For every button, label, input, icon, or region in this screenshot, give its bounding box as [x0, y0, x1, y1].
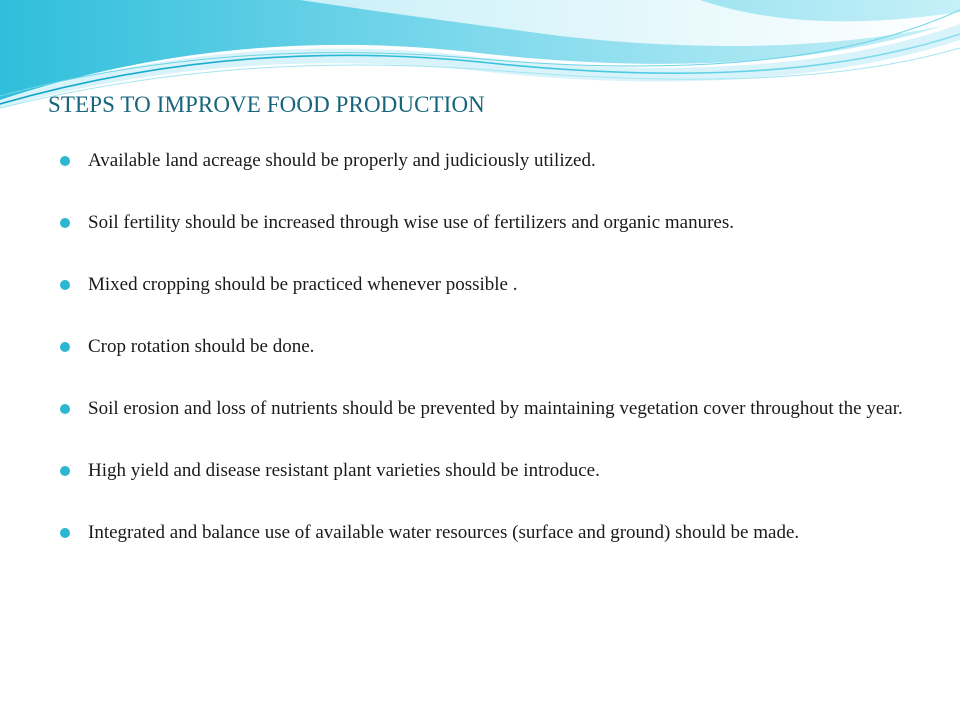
bullet-item [58, 210, 904, 236]
bullet-text: Crop rotation should be done. [88, 336, 315, 357]
bullet-text: High yield and disease resistant plant varieties should be introduce. [88, 460, 600, 481]
bullet-item [58, 272, 904, 298]
bullet-item [58, 148, 904, 174]
bullet-dot-icon [60, 280, 70, 290]
slide-title: STEPS TO IMPROVE FOOD PRODUCTION [48, 92, 485, 117]
bullet-item [58, 334, 904, 360]
bullet-item [58, 396, 904, 422]
bullet-dot-icon [60, 404, 70, 414]
bullet-text: Soil erosion and loss of nutrients should be prevented by maintaining vegetation cover throughout the year. [88, 398, 903, 419]
bullet-dot-icon [60, 528, 70, 538]
bullet-dot-icon [60, 342, 70, 352]
bullet-item [58, 520, 904, 546]
bullet-list [58, 148, 904, 582]
bullet-text: Integrated and balance use of available water resources (surface and ground) should be made. [88, 522, 800, 543]
bullet-item [58, 458, 904, 484]
bullet-dot-icon [60, 466, 70, 476]
bullet-text: Mixed cropping should be practiced whenever possible . [88, 274, 518, 295]
bullet-text: Available land acreage should be properly and judiciously utilized. [88, 150, 596, 171]
bullet-text: Soil fertility should be increased through wise use of fertilizers and organic manures. [88, 212, 734, 233]
bullet-dot-icon [60, 218, 70, 228]
bullet-dot-icon [60, 156, 70, 166]
